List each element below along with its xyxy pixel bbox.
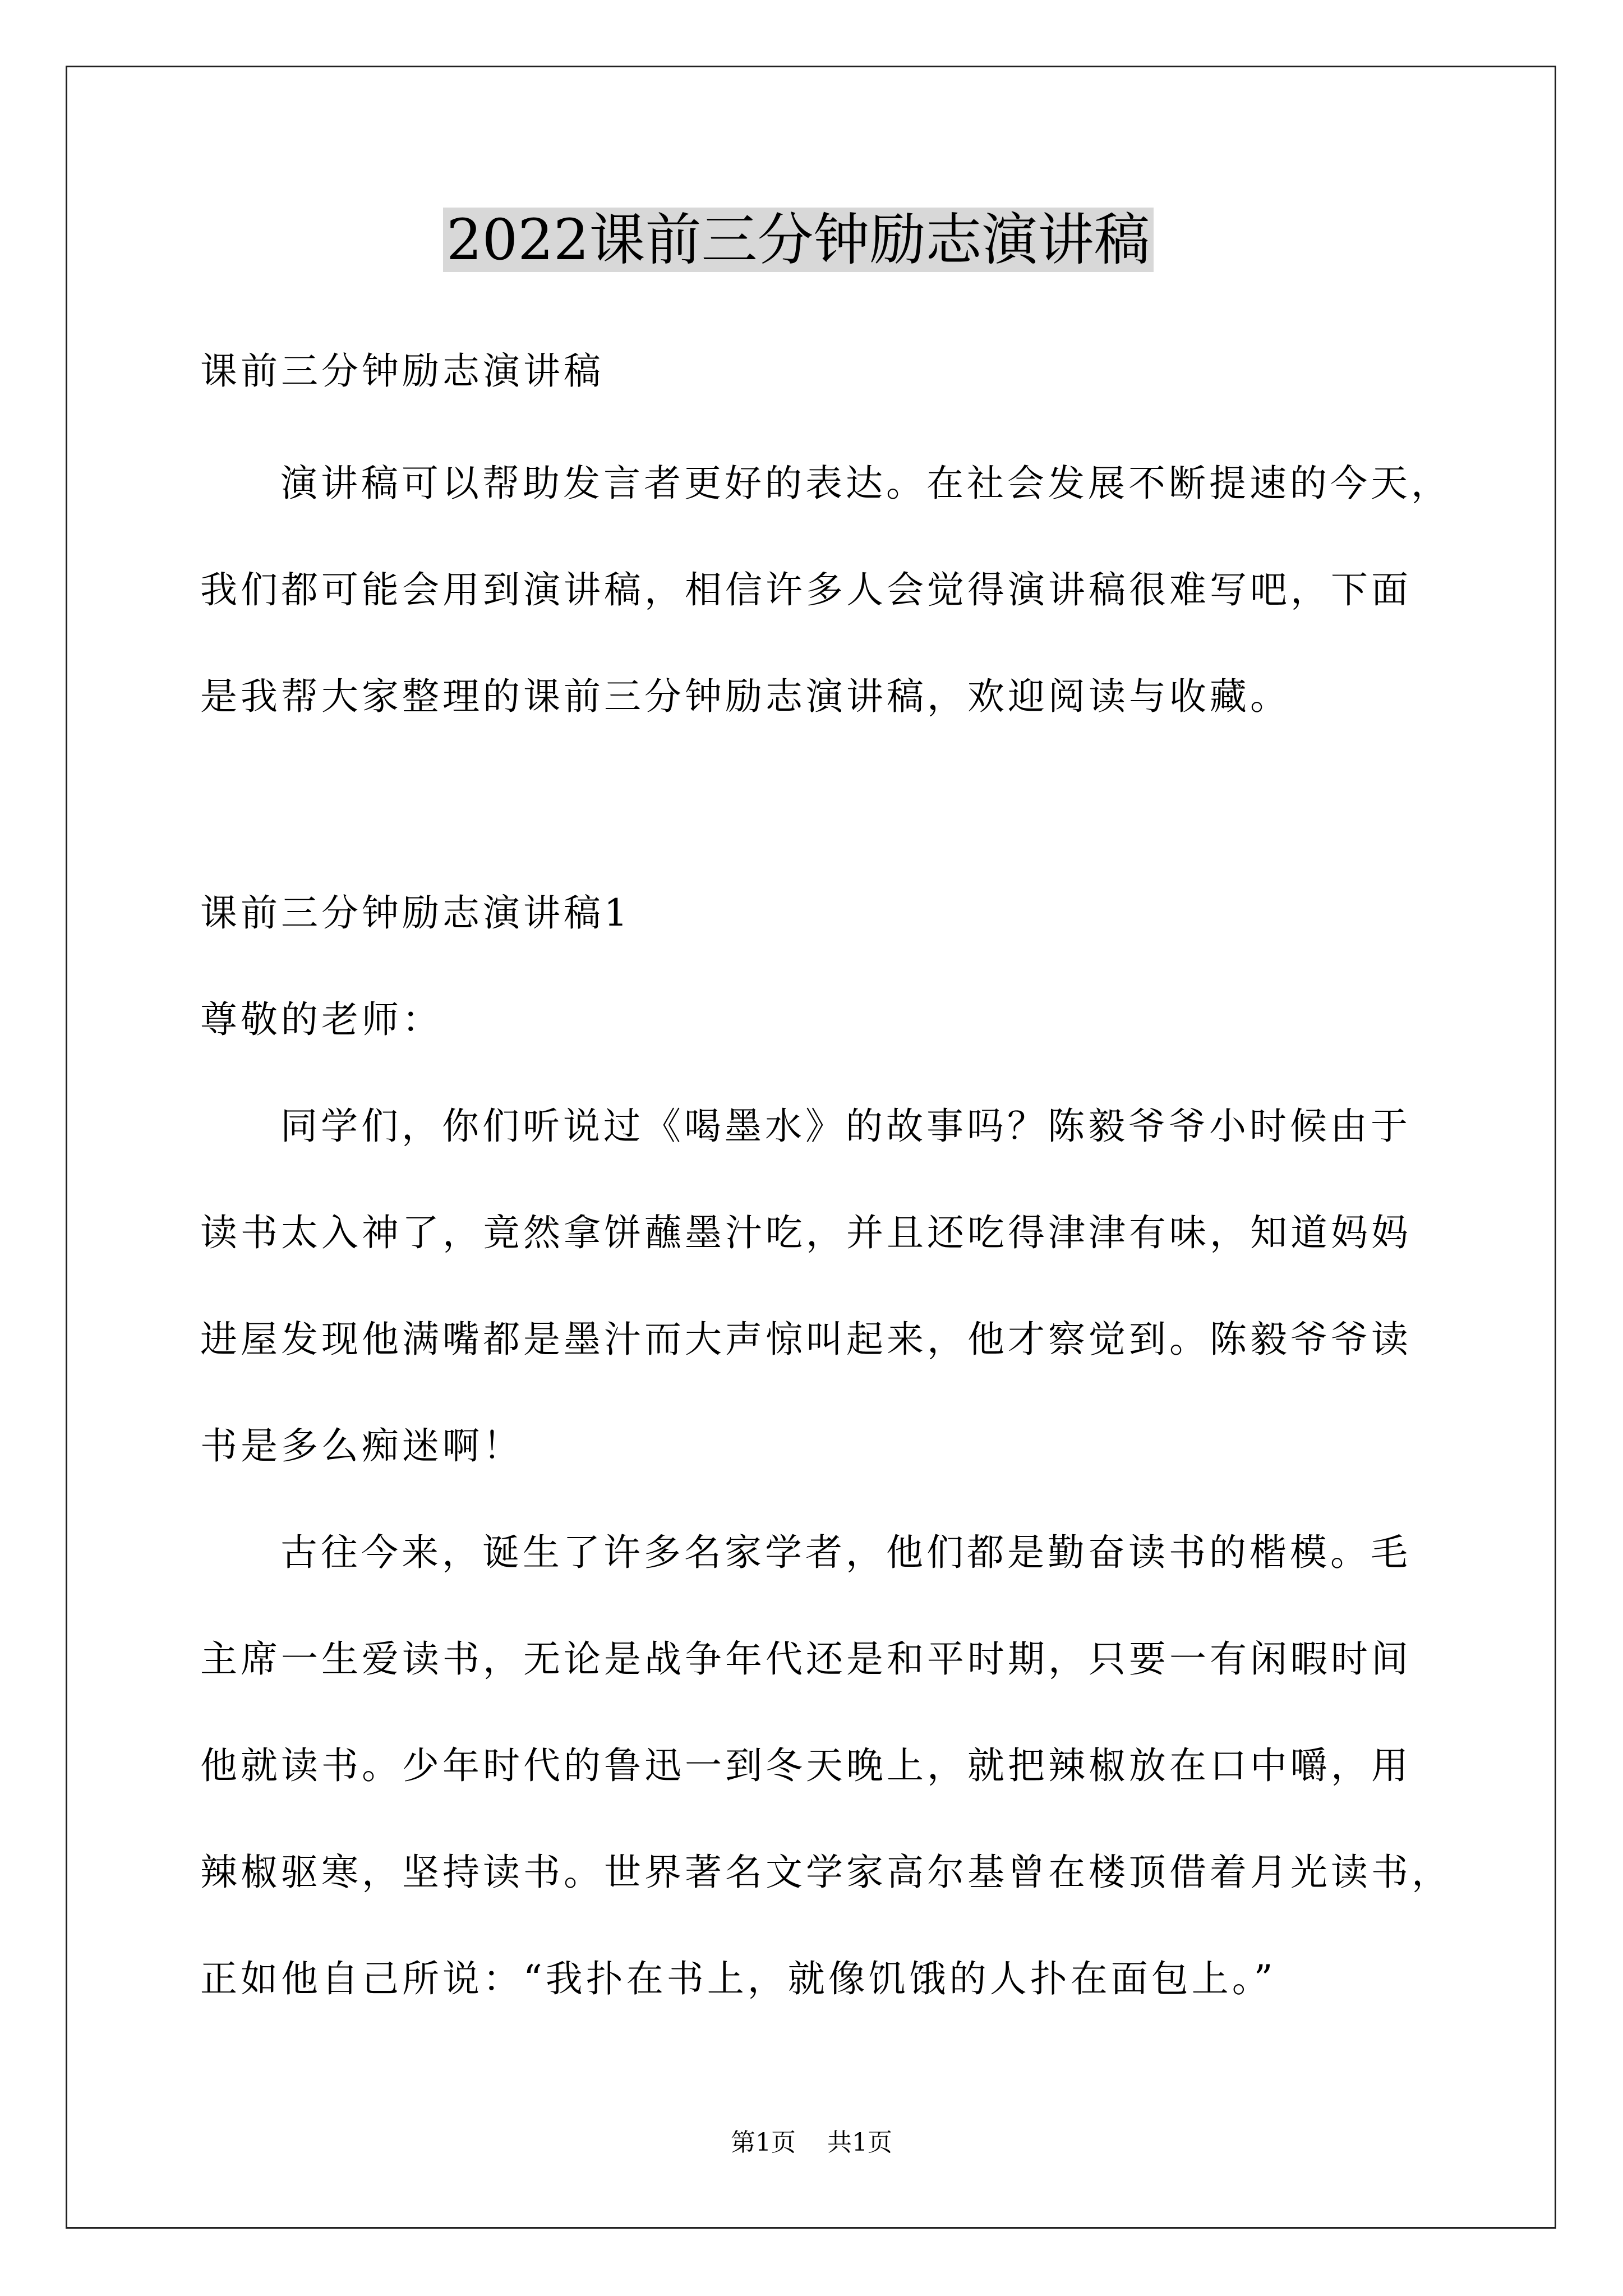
- intro-line-3: 是我帮大家整理的课前三分钟励志演讲稿，欢迎阅读与收藏。: [200, 675, 1290, 718]
- para1-line-2: 读书太入神了，竟然拿饼蘸墨汁吃，并且还吃得津津有味，知道妈妈: [200, 1211, 1412, 1254]
- document-subtitle: 课前三分钟励志演讲稿: [200, 349, 604, 393]
- document-title: 2022课前三分钟励志演讲稿: [443, 208, 1154, 272]
- page-total: 共1页: [827, 2128, 892, 2157]
- intro-line-1: 演讲稿可以帮助发言者更好的表达。在社会发展不断提速的今天，: [280, 462, 1451, 505]
- salutation: 尊敬的老师：: [200, 998, 442, 1041]
- para2-line-5: 正如他自己所说：“我扑在书上，就像饥饿的人扑在面包上。”: [200, 1957, 1276, 2000]
- para2-line-1: 古往今来，诞生了许多名家学者，他们都是勤奋读书的楷模。毛: [280, 1531, 1411, 1574]
- section-heading: 课前三分钟励志演讲稿1: [200, 891, 631, 935]
- para1-line-1: 同学们，你们听说过《喝墨水》的故事吗？陈毅爷爷小时候由于: [280, 1105, 1411, 1148]
- para2-line-3: 他就读书。少年时代的鲁迅一到冬天晚上，就把辣椒放在口中嚼，用: [200, 1744, 1412, 1787]
- page-number: 第1页: [731, 2128, 796, 2157]
- intro-line-2: 我们都可能会用到演讲稿，相信许多人会觉得演讲稿很难写吧，下面: [200, 568, 1412, 611]
- para2-line-4: 辣椒驱寒，坚持读书。世界著名文学家高尔基曾在楼顶借着月光读书，: [200, 1851, 1452, 1894]
- page-footer: [0, 2126, 1623, 2160]
- para1-line-4: 书是多么痴迷啊！: [200, 1424, 523, 1467]
- para2-line-2: 主席一生爱读书，无论是战争年代还是和平时期，只要一有闲暇时间: [200, 1637, 1412, 1681]
- para1-line-3: 进屋发现他满嘴都是墨汁而大声惊叫起来，他才察觉到。陈毅爷爷读: [200, 1318, 1412, 1361]
